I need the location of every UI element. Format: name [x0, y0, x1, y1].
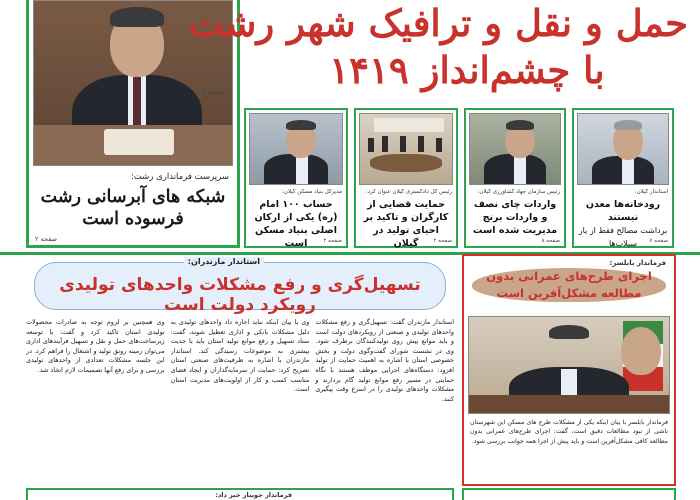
news-photo: [249, 113, 343, 185]
page-reference: صفحه ۷: [649, 238, 668, 244]
side-article-body: فرماندار بابلسر با بیان اینکه یکی از مشکلات طرح های مسکن این شهرستان ناشی از نبود مطالعات دقیق است، گفت: اجرای طرح‌های عمرانی بدون مطالعه کافی مشکل‌آفرین است و باید پیش از اجرا همه جوانب بررسی شود.: [470, 419, 668, 445]
news-kicker: مدیرکل بنیاد مسکن گیلان:: [282, 189, 342, 195]
news-box-3[interactable]: [354, 108, 458, 248]
news-title: واردات چای نصف و واردات برنج مدیریت شده است: [472, 199, 558, 236]
article-kicker: استاندار مازندران:: [184, 257, 264, 266]
news-kicker: رئیس کل دادگستری گیلان عنوان کرد:: [365, 189, 452, 195]
page-reference: صفحه ۸: [541, 238, 560, 244]
news-title: حساب ۱۰۰ امام (ره) یکی از ارکان اصلی بنیاد مسکن است: [254, 199, 338, 249]
side-article-photo: [468, 316, 670, 414]
bottom-right-strip: [462, 488, 676, 500]
article-columns: [26, 318, 454, 484]
news-kicker: رئیس سازمان جهاد کشاورزی گیلان:: [477, 189, 560, 195]
news-title: حمایت قضایی از کارگران و تاکید بر احیای تولید در گیلان: [363, 199, 449, 249]
bottom-kicker: فرماندار جویبار خبر داد:: [215, 491, 292, 499]
main-article[interactable]: [26, 258, 454, 486]
article-column-3: وی همچنین بر لزوم توجه به صادرات محصولات تولیدی استان تاکید کرد و گفت: با توسعه زیرساخت‌های حمل و نقل و تسهیل فرآیندهای اداری می‌توان زمینه رونق تولید و اشتغال را فراهم کرد. در این جلسه مشکلات تعدادی از واحدهای تولیدی بررسی و برای رفع آنها تصمیمات لازم اتخاذ شد.: [25, 318, 165, 374]
page-reference: صفحه ۲: [202, 88, 225, 96]
bottom-article-strip[interactable]: [26, 488, 454, 500]
page-reference: صفحه ۲: [433, 238, 452, 244]
headline-line-2: با چشم‌انداز ۱۴۱۹: [329, 48, 605, 92]
article-column-2: وی با بیان اینکه نباید اجازه داد واحدهای تولیدی به دلیل مشکلات بانکی و اداری تعطیل شوند، گفت: ستاد تسهیل و رفع موانع تولید استان باید با جدیت بیشتری به موضوعات رسیدگی کند. استاندار مازندران با اشاره به ظرفیت‌های صنعتی استان تصریح کرد: حمایت از سرمایه‌گذاران و ایجاد فضای مناسب کسب و کار از اولویت‌های مدیریت استان است.: [170, 318, 310, 394]
headline-line-1: حمل و نقل و ترافیک شهر رشت: [189, 1, 688, 45]
page-reference: صفحه ۲: [323, 238, 342, 244]
side-article-headline: اجرای طرح‌های عمرانی بدون مطالعه مشکل‌آفرین است: [472, 268, 666, 302]
caption-headline[interactable]: شبکه های آبرسانی رشت فرسوده است: [40, 187, 226, 229]
side-article-kicker: فرماندار بابلسر:: [609, 259, 666, 267]
news-box-1[interactable]: [572, 108, 674, 248]
news-box-2[interactable]: [464, 108, 566, 248]
news-title-text: رودخانه‌ها معدن نیستند: [585, 199, 661, 223]
news-subtitle: برداشت مصالح فقط از یار سیلاب‌ها: [578, 226, 668, 248]
caption-kicker: سرپرست فرمانداری رشت:: [130, 172, 229, 182]
article-headline-box: [34, 262, 446, 315]
side-article[interactable]: [462, 254, 676, 486]
news-photo: [359, 113, 453, 185]
page-reference: صفحه ۲: [35, 235, 58, 243]
news-photo: [469, 113, 561, 185]
article-headline: تسهیل‌گری و رفع مشکلات واحدهای تولیدی رویکرد دولت است: [59, 275, 421, 315]
news-kicker: استاندار گیلان:: [634, 189, 668, 195]
article-column-1: استاندار مازندران گفت: تسهیل‌گری و رفع مشکلات واحدهای تولیدی و صنعتی از رویکردهای دولت است و باید موانع پیش روی تولیدکنندگان برطرف شود. وی در نشست شورای گفت‌وگوی دولت و بخش خصوصی استان با اشاره به اهمیت حمایت از تولید افزود: دستگاه‌های اجرایی موظف هستند با نگاه حمایتی در مسیر رفع موانع تولید گام بردارند و مشکلات واحدهای تولیدی را در اسرع وقت پیگیری کنند.: [315, 318, 454, 403]
news-box-4[interactable]: [244, 108, 348, 248]
news-photo: [577, 113, 669, 185]
